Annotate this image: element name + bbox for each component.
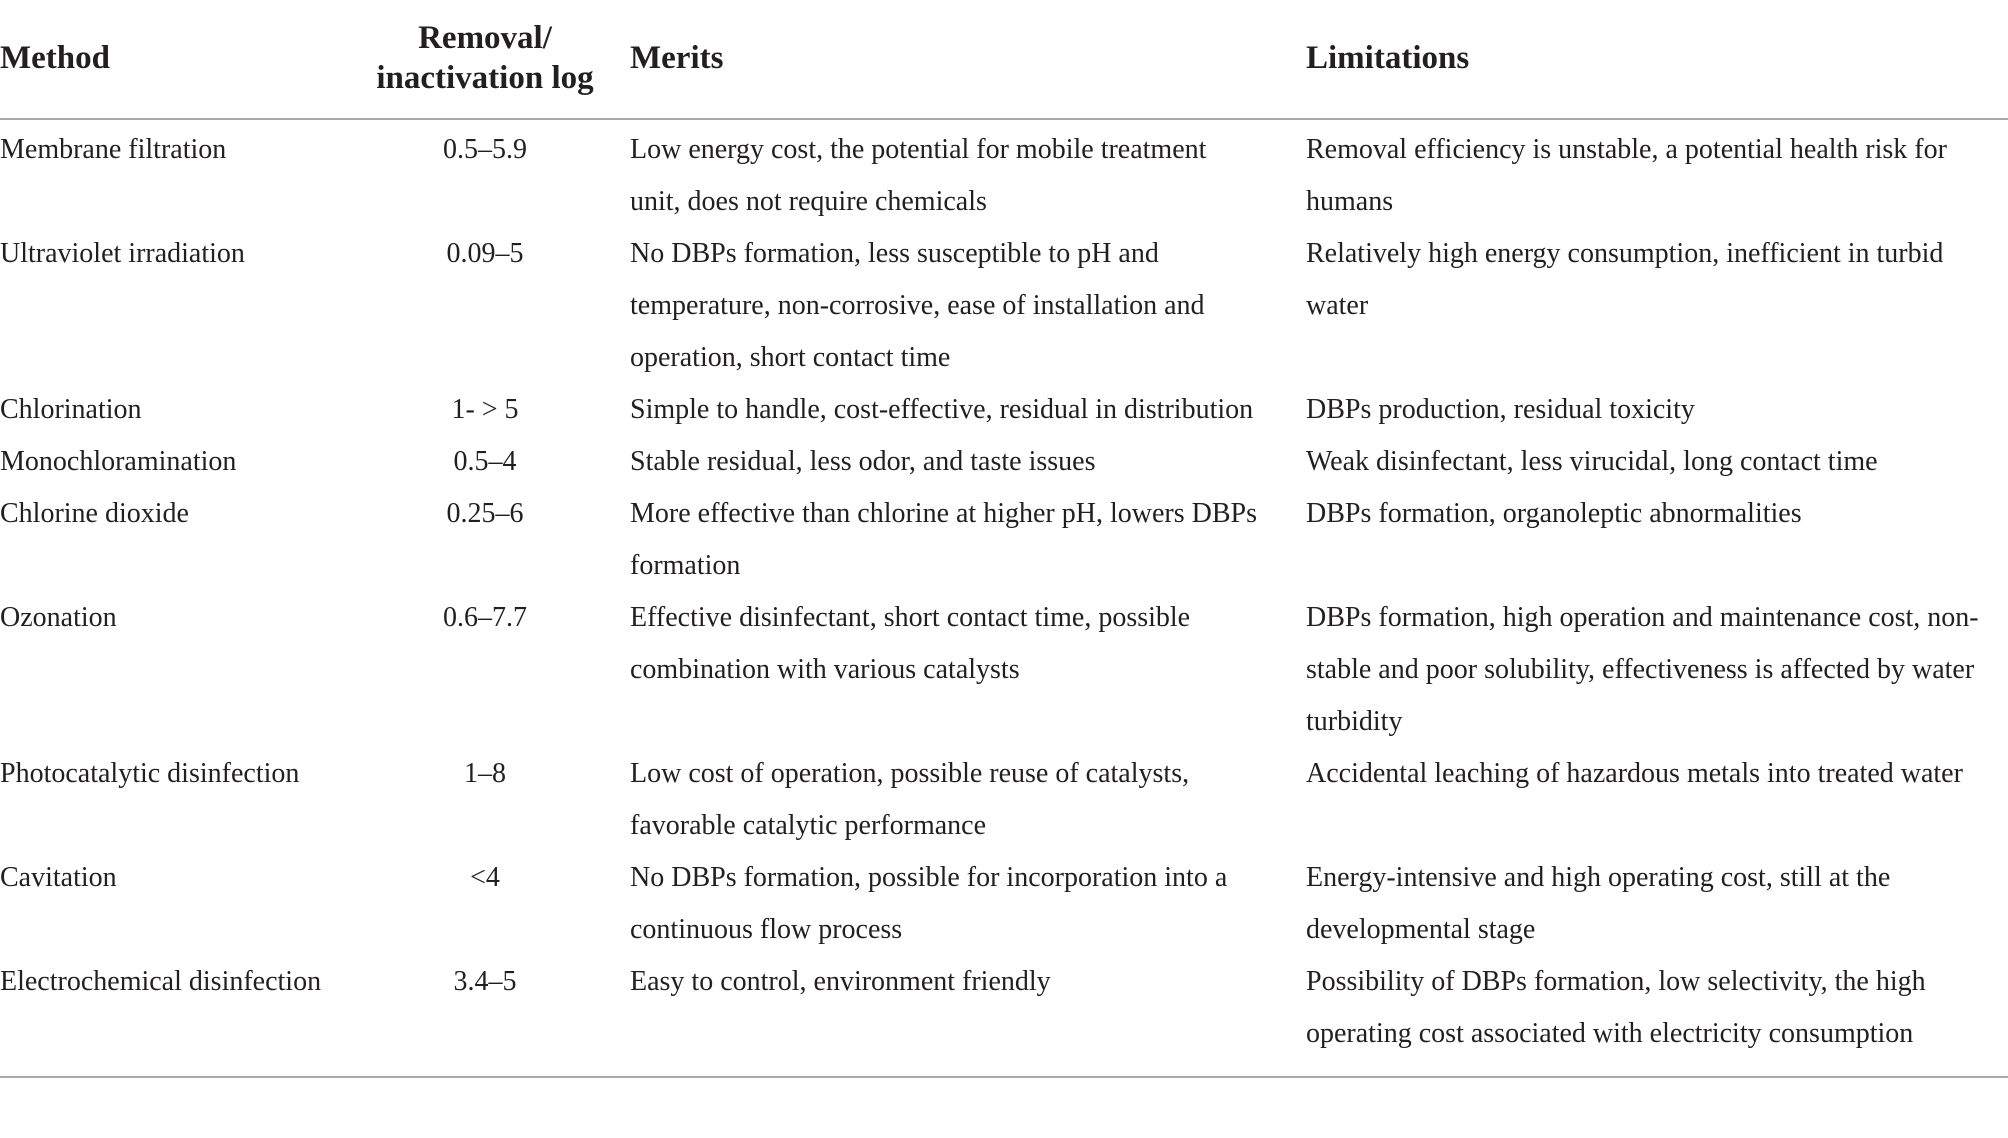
cell-merits: More effective than chlorine at higher pH, lowers DBPs formation bbox=[630, 498, 1257, 581]
cell-method: Chlorine dioxide bbox=[0, 498, 189, 529]
cell-limitations: Removal efficiency is unstable, a potential health risk for humans bbox=[1306, 134, 1947, 217]
table-row bbox=[0, 488, 2008, 592]
table-row bbox=[0, 592, 2008, 748]
cell-merits: No DBPs formation, less susceptible to pH and temperature, non-corrosive, ease of installation and operation, short contact time bbox=[630, 238, 1205, 373]
cell-log: 0.6–7.7 bbox=[443, 602, 527, 633]
table-row bbox=[0, 384, 2008, 436]
cell-method: Photocatalytic disinfection bbox=[0, 758, 300, 789]
table-row bbox=[0, 956, 2008, 1077]
table-header bbox=[0, 18, 2008, 119]
cell-method: Monochloramination bbox=[0, 446, 237, 477]
cell-log: 3.4–5 bbox=[376, 956, 594, 1077]
cell-limitations: Weak disinfectant, less virucidal, long contact time bbox=[1306, 446, 1878, 477]
cell-merits: Effective disinfectant, short contact time, possible combination with various catalysts bbox=[630, 602, 1191, 685]
cell-method: Membrane filtration bbox=[0, 134, 227, 165]
disinfection-methods-table bbox=[0, 18, 2008, 1078]
cell-log: 0.5–4 bbox=[453, 446, 517, 477]
cell-method: Cavitation bbox=[0, 862, 117, 893]
table-body bbox=[0, 119, 2008, 1077]
table-row bbox=[0, 852, 2008, 956]
cell-merits: Stable residual, less odor, and taste issues bbox=[630, 446, 1096, 477]
table-row bbox=[0, 748, 2008, 852]
cell-log: 0.25–6 bbox=[446, 498, 524, 529]
cell-log: 1- > 5 bbox=[451, 394, 519, 425]
cell-log: <4 bbox=[470, 862, 500, 893]
cell-merits: No DBPs formation, possible for incorporation into a continuous flow process bbox=[630, 862, 1228, 945]
table-row bbox=[0, 436, 2008, 488]
cell-limitations: Relatively high energy consumption, inefficient in turbid water bbox=[1306, 238, 1944, 321]
cell-method: Chlorination bbox=[0, 394, 142, 425]
cell-method: Ultraviolet irradiation bbox=[0, 238, 245, 269]
cell-limitations: Accidental leaching of hazardous metals into treated water bbox=[1306, 758, 1963, 789]
cell-method: Electrochemical disinfection bbox=[0, 956, 376, 1077]
cell-limitations: Energy-intensive and high operating cost, still at the developmental stage bbox=[1306, 862, 1891, 945]
header-removal-log: Removal/ inactivation log bbox=[376, 18, 594, 119]
table-row bbox=[0, 228, 2008, 384]
cell-method: Ozonation bbox=[0, 602, 117, 633]
cell-merits: Low energy cost, the potential for mobile treatment unit, does not require chemicals bbox=[630, 134, 1207, 217]
cell-limitations: Possibility of DBPs formation, low selectivity, the high operating cost associated with electricity consumption bbox=[1270, 956, 2008, 1077]
cell-log: 0.5–5.9 bbox=[443, 134, 527, 165]
header-merits: Merits bbox=[594, 18, 1270, 119]
cell-merits: Easy to control, environment friendly bbox=[594, 956, 1270, 1077]
cell-limitations: DBPs formation, organoleptic abnormalities bbox=[1306, 498, 1802, 529]
cell-limitations: DBPs production, residual toxicity bbox=[1306, 394, 1695, 425]
cell-merits: Simple to handle, cost-effective, residual in distribution bbox=[630, 394, 1254, 425]
header-method: Method bbox=[0, 18, 376, 119]
cell-limitations: DBPs formation, high operation and maintenance cost, non-stable and poor solubility, effectiveness is affected by water turbidity bbox=[1306, 602, 1979, 737]
cell-log: 0.09–5 bbox=[446, 238, 524, 269]
cell-log: 1–8 bbox=[464, 758, 506, 789]
cell-merits: Low cost of operation, possible reuse of catalysts, favorable catalytic performance bbox=[630, 758, 1190, 841]
table-row bbox=[0, 119, 2008, 228]
header-limitations: Limitations bbox=[1270, 18, 2008, 119]
header-row bbox=[0, 18, 2008, 119]
